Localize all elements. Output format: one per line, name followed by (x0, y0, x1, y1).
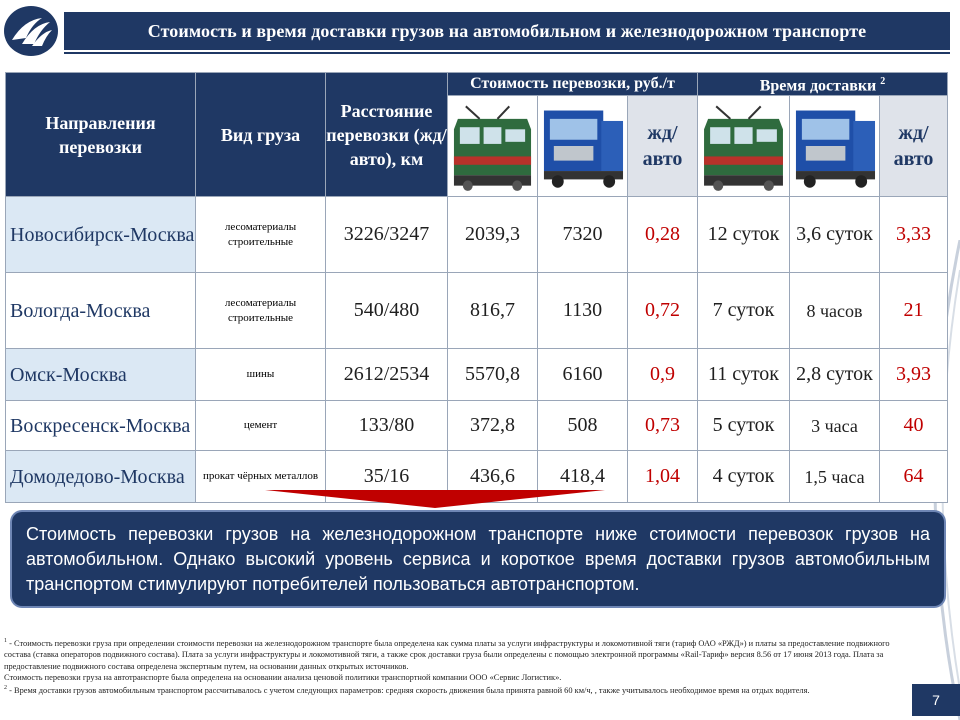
callout-pointer (265, 490, 605, 508)
cost-auto-cell: 418,4 (538, 451, 628, 503)
truck-photo (790, 96, 880, 197)
time-rail-cell: 7 суток (698, 273, 790, 349)
cargo-cell: шины (196, 349, 326, 401)
footnote-1 (4, 636, 904, 672)
direction-cell: Вологда-Москва (6, 273, 196, 349)
header-time-label: Время доставки (759, 77, 877, 95)
cost-auto-cell: 7320 (538, 197, 628, 273)
header-distance: Расстояние перевозки (жд/авто), км (326, 73, 448, 197)
time-auto-cell: 1,5 часа (790, 451, 880, 503)
direction-cell: Домодедово-Москва (6, 451, 196, 503)
cost-auto-cell: 1130 (538, 273, 628, 349)
truck-photo (538, 96, 628, 197)
cost-rail-cell: 436,6 (448, 451, 538, 503)
header-cargo: Вид груза (196, 73, 326, 197)
direction-cell: Новосибирск-Москва (6, 197, 196, 273)
cost-auto-cell: 508 (538, 401, 628, 451)
cost-rail-cell: 5570,8 (448, 349, 538, 401)
footnote-1-auto: Стоимость перевозки груза на автотранспорте была определена на основании анализа ценовой политики транспортной компании ООО «Сервис Логистик». (4, 673, 562, 683)
cost-ratio-cell: 0,9 (628, 349, 698, 401)
time-rail-cell: 4 суток (698, 451, 790, 503)
cargo-cell: прокат чёрных металлов (196, 451, 326, 503)
distance-cell: 133/80 (326, 401, 448, 451)
header-time-footnote: 2 (880, 76, 886, 87)
summary-callout: Стоимость перевозки грузов на железнодорожном транспорте ниже стоимости перевозок грузов на автомобильном. Однако высокий уровень сервиса и короткое время доставки грузов автомобильным транспортом стимулируют потребителей пользоваться автотранспортом. (12, 512, 944, 606)
locomotive-photo (448, 96, 538, 197)
table-row (6, 401, 948, 451)
table-row (6, 273, 948, 349)
header-cost-group: Стоимость перевозки, руб./т (448, 73, 698, 96)
time-auto-cell: 8 часов (790, 273, 880, 349)
footnote-2-mark: 2 (4, 685, 7, 692)
distance-cell: 2612/2534 (326, 349, 448, 401)
cost-rail-cell: 372,8 (448, 401, 538, 451)
header-direction: Направления перевозки (6, 73, 196, 197)
header-cost-ratio: жд/ авто (628, 96, 698, 197)
time-rail-cell: 12 суток (698, 197, 790, 273)
time-ratio-cell: 40 (880, 401, 948, 451)
time-ratio-cell: 64 (880, 451, 948, 503)
time-ratio-cell: 21 (880, 273, 948, 349)
cost-ratio-cell: 0,73 (628, 401, 698, 451)
direction-cell: Омск-Москва (6, 349, 196, 401)
time-auto-cell: 2,8 суток (790, 349, 880, 401)
time-rail-cell: 5 суток (698, 401, 790, 451)
cost-rail-cell: 816,7 (448, 273, 538, 349)
footnote-1-text: - Стоимость перевозки груза при определении стоимости перевозки на железнодорожном транспорте была определена как сумма платы за услуги инфраструктуры и локомотивной тяги (тариф ОАО «РЖД») и платы за предоставление подвижного состава (ставка операторов подвижного состава). Плата за услуги инфраструктуры и локомотивной тяги, а также срок доставки груза были определены с помощью электронной программы «Rail-Тариф» версия 8.56 от 17 июня 2013 года. Плата за предоставление подвижного состава определена экспертным путем, на основании данных открытых источников. (4, 638, 890, 671)
time-ratio-cell: 3,33 (880, 197, 948, 273)
distance-cell: 3226/3247 (326, 197, 448, 273)
time-auto-cell: 3 часа (790, 401, 880, 451)
footnote-2 (4, 683, 904, 696)
delivery-table (5, 72, 948, 503)
cost-auto-cell: 6160 (538, 349, 628, 401)
page-title: Стоимость и время доставки грузов на автомобильном и железнодорожном транспорте (64, 12, 950, 50)
cost-ratio-cell: 1,04 (628, 451, 698, 503)
distance-cell: 35/16 (326, 451, 448, 503)
company-logo (2, 4, 60, 58)
cost-ratio-cell: 0,28 (628, 197, 698, 273)
distance-cell: 540/480 (326, 273, 448, 349)
cost-rail-cell: 2039,3 (448, 197, 538, 273)
cargo-cell: лесоматериалы строительные (196, 273, 326, 349)
time-ratio-cell: 3,93 (880, 349, 948, 401)
cargo-cell: лесоматериалы строительные (196, 197, 326, 273)
cost-ratio-cell: 0,72 (628, 273, 698, 349)
table-row (6, 349, 948, 401)
footnotes (4, 636, 904, 720)
locomotive-photo (698, 96, 790, 197)
time-rail-cell: 11 суток (698, 349, 790, 401)
time-auto-cell: 3,6 суток (790, 197, 880, 273)
direction-cell: Воскресенск-Москва (6, 401, 196, 451)
page-number: 7 (912, 684, 960, 716)
footnote-1-mark: 1 (4, 638, 7, 644)
cargo-cell: цемент (196, 401, 326, 451)
header-time-group (698, 73, 948, 96)
title-rule (64, 52, 950, 54)
header-time-ratio: жд/ авто (880, 96, 948, 197)
table-row (6, 197, 948, 273)
footnote-2-text: - Время доставки грузов автомобильным транспортом рассчитывалось с учетом следующих параметров: средняя скорость движения была принята равной 60 км/ч, , также учитывалось необходимое время на отдых водителя. (7, 686, 810, 696)
